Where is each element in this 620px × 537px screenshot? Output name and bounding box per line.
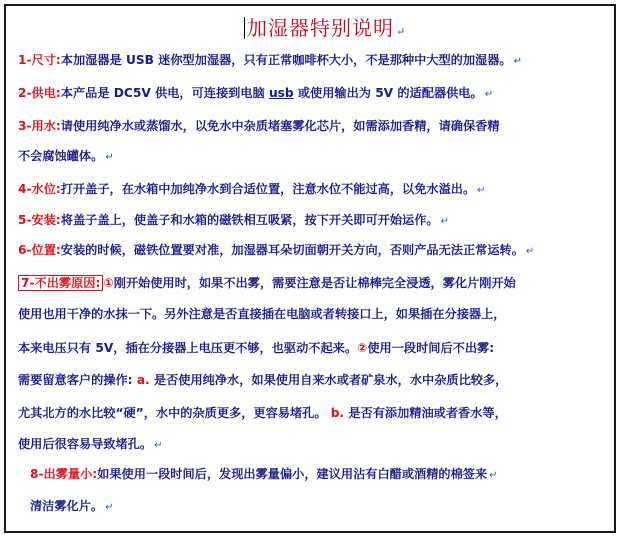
pilcrow-mark: ↵ [396,25,407,38]
no-mist-text-4b: 是否使用纯净水，如果使用自来水或者矿泉水，水中杂质比较多， [149,373,508,387]
low-mist-label: 8-出雾量小: [30,467,98,481]
spec-water-text: 请使用纯净水或蒸馏水，以免水中杂质堵塞雾化芯片，如需添加香精，请确保香精 [60,119,500,133]
no-mist-num-1: ① [103,276,114,290]
no-mist-text-2: 使用也用干净的水抹一下。另外注意是否直接插在电脑或者转接口上，如果插在分接器上， [18,307,506,321]
spec-install-text: 将盖子盖上，使盖子和水箱的磁铁相互吸紧，按下开关即可开始运作。 [60,213,439,227]
document-title [244,12,406,41]
pilcrow-mark: ↵ [440,216,449,227]
low-mist-text: 如果使用一段时间后，发现出雾量偏小，建议用沾有白醋或酒精的棉签来 [97,467,488,481]
spec-water-label: 3-用水: [18,119,61,133]
pilcrow-mark: ↵ [154,440,163,451]
pilcrow-mark: ↵ [105,152,114,163]
no-mist-label: 7-不出雾原因: [18,275,103,291]
spec-water-line-cont [18,147,114,167]
low-mist-text-2: 清洁雾化片。 [30,499,104,513]
pilcrow-mark: ↵ [525,246,535,257]
no-mist-point-b: b. [330,406,345,420]
no-mist-line-2 [18,305,506,323]
spec-position-text: 安装的时候，磁铁位置要对准，加湿器耳朵切面朝开关方向，否则产品无法正常运转。 [60,243,524,257]
no-mist-text-5b: 是否有添加精油或者香水等， [344,406,507,420]
no-mist-text-3a: 本来电压只有 5V，插在分接器上电压更不够，也驱动不起来。 [18,341,358,355]
pilcrow-mark: ↵ [484,89,494,100]
no-mist-text-6: 使用后很容易导致堵孔。 [18,437,153,451]
no-mist-line-4 [18,371,507,389]
spec-water-line [18,117,500,135]
no-mist-text-5a: 尤其北方的水比较“硬”，水中的杂质更多，更容易堵孔。 [18,406,331,420]
spec-power-line [18,84,493,104]
no-mist-line-5 [18,404,507,422]
spec-water-text-cont: 不会腐蚀罐体。 [18,149,104,163]
pilcrow-mark: ↵ [489,470,498,481]
spec-level-text: 打开盖子，在水箱中加纯净水到合适位置，注意水位不能过高，以免水溢出。 [60,182,476,196]
no-mist-line-6 [18,435,162,455]
low-mist-line-2 [30,497,114,517]
no-mist-point-a: a. [136,373,150,387]
spec-power-text-b: 或使用输出为 5V 的适配器供电。 [293,86,483,100]
no-mist-line [18,274,516,292]
no-mist-line-3 [18,339,494,357]
no-mist-text: 刚开始使用时，如果不出雾，需要注意是否让棉棒完全浸透，雾化片刚开始 [113,276,516,290]
pilcrow-mark: ↵ [513,56,523,67]
spec-install-label: 5-安装: [18,213,61,227]
spec-power-text-a: 本产品是 DC5V 供电，可连接到电脑 [60,86,269,100]
low-mist-line [30,465,498,485]
no-mist-text-3b: 使用一段时间后不出雾: [367,341,495,355]
pilcrow-mark: ↵ [105,502,114,513]
spec-level-line [18,180,486,200]
spec-position-label: 6-位置: [18,243,61,257]
no-mist-text-4a: 需要留意客户的操作: [18,373,137,387]
spec-install-line [18,211,449,231]
no-mist-num-2: ② [357,341,368,355]
spec-size-line [18,51,522,71]
text-cursor [244,17,245,39]
spec-level-label: 4-水位: [18,182,61,196]
pilcrow-mark: ↵ [477,185,486,196]
title-text: 加湿器特别说明 [247,16,394,40]
spec-power-label: 2-供电: [18,86,61,100]
usb-text: usb [268,86,294,100]
spec-size-label: 1-尺寸: [18,53,61,67]
spec-size-text: 本加湿器是 USB 迷你型加湿器，只有正常咖啡杯大小，不是那种中大型的加湿器。 [60,53,512,67]
spec-position-line [18,241,534,261]
